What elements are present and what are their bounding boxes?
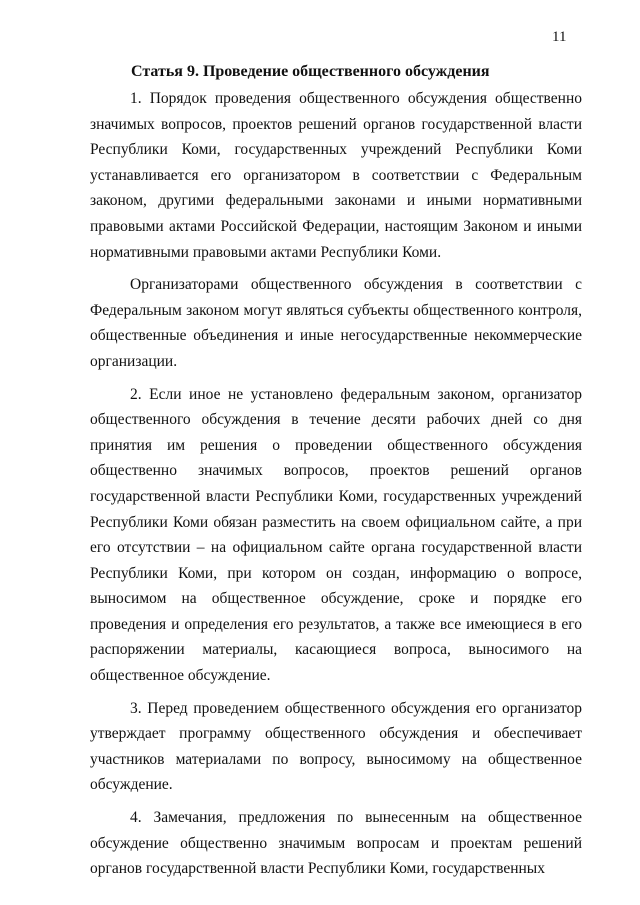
paragraph-2: 2. Если иное не установлено федеральным законом, организатор общественного обсуждения в течение десяти рабочих дней со дня принятия им решения о проведении общественного обсуждения общественно значимых вопросов, проектов решений органов государственной власти Республики Коми, государственных учреждений Республики Коми обязан разместить на своем официальном сайте, а при его отсутствии – на официальном сайте органа государственной власти Республики Коми, при котором он создан, информацию о вопросе, выносимом на общественное обсуждение, сроке и порядке его проведения и определения его результатов, а также все имеющиеся в его распоряжении материалы, касающиеся вопроса, выносимого на общественное обсуждение. xyxy=(90,385,582,685)
paragraph-4: 4. Замечания, предложения по вынесенным на общественное обсуждение общественно значимым вопросам и проектам решений органов государственной власти Республики Коми, государственных xyxy=(90,809,582,878)
page-number: 11 xyxy=(552,29,567,45)
article-title: Статья 9. Проведение общественного обсуждения xyxy=(131,63,490,80)
paragraph-organizers: Организаторами общественного обсуждения в соответствии с Федеральным законом могут являться субъекты общественного контроля, общественные объединения и иные негосударственные некоммерческие организации. xyxy=(90,276,582,370)
paragraph-3: 3. Перед проведением общественного обсуждения его организатор утверждает программу общественного обсуждения и обеспечивает участников материалами по вопросу, выносимому на общественное обсуждение. xyxy=(90,699,582,794)
paragraph-1: 1. Порядок проведения общественного обсуждения общественно значимых вопросов, проектов решений органов государственной власти Республики Коми, государственных учреждений Республики Коми устанавливается его организатором в соответствии с Федеральным законом, другими федеральными законами и иными нормативными правовыми актами Российской Федерации, настоящим Законом и иными нормативными правовыми актами Республики Коми. xyxy=(90,90,582,261)
article-body xyxy=(90,86,582,882)
